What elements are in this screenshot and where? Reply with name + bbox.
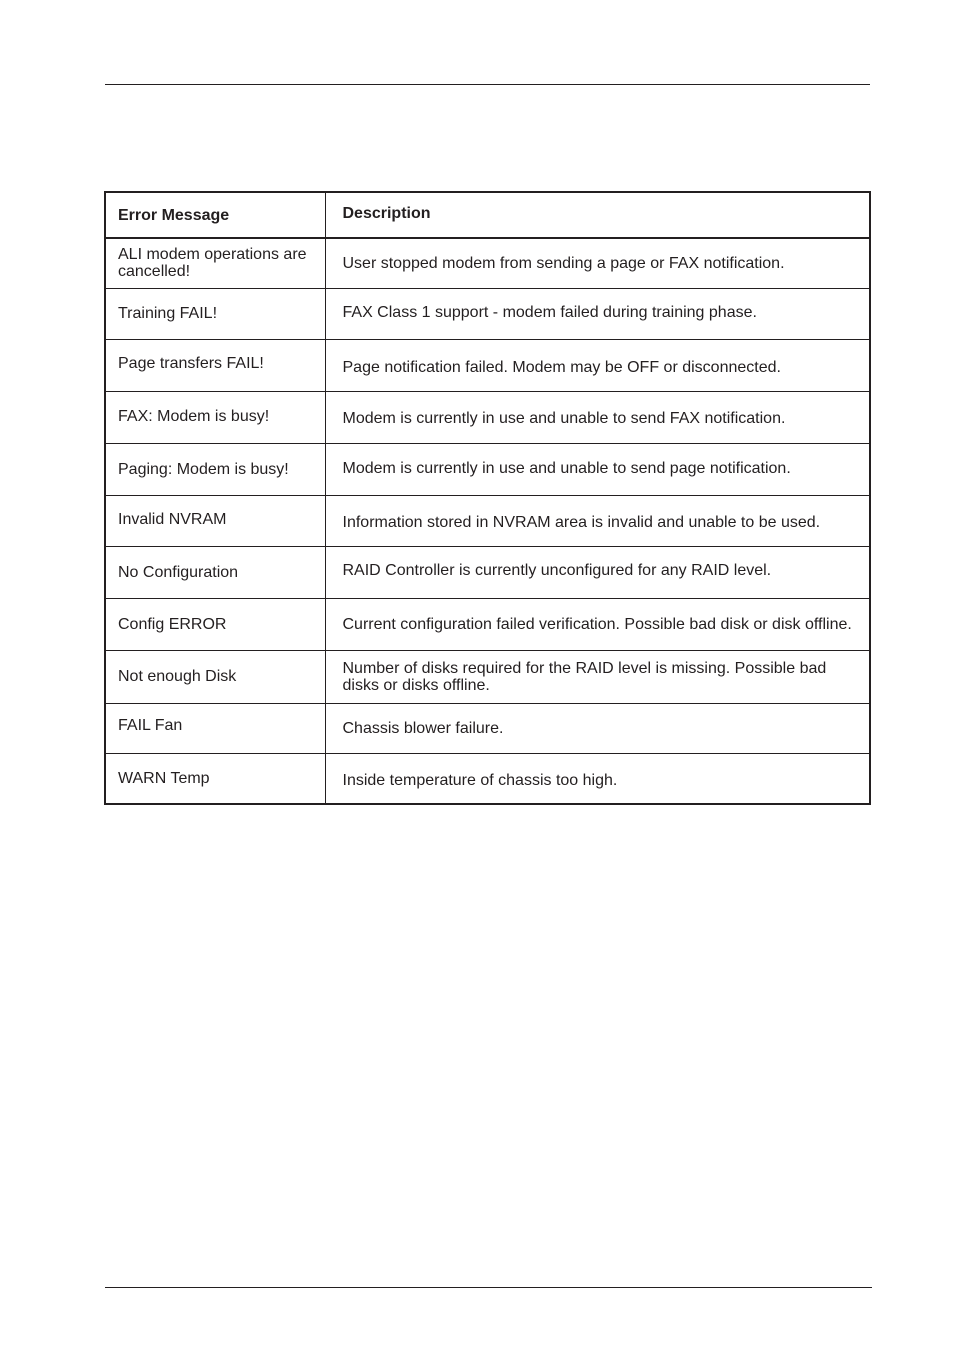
description-cell: Current configuration failed verification. Possible bad disk or disk offline. (325, 598, 870, 650)
description-cell: Chassis blower failure. (325, 703, 870, 753)
header-rule (105, 84, 870, 85)
column-header-description: Description (325, 192, 870, 238)
error-message-table (104, 191, 871, 805)
error-message-cell: Paging: Modem is busy! (105, 443, 325, 495)
error-message-cell: WARN Temp (105, 753, 325, 804)
error-message-cell: No Configuration (105, 546, 325, 598)
table-row (105, 391, 870, 443)
error-message-cell: ALI modem operations are cancelled! (105, 238, 325, 288)
table-row (105, 546, 870, 598)
table-row (105, 598, 870, 650)
table-header-row (105, 192, 870, 238)
error-message-cell: Training FAIL! (105, 288, 325, 339)
table-row (105, 238, 870, 288)
table-row (105, 288, 870, 339)
table-row (105, 650, 870, 703)
table-row (105, 703, 870, 753)
description-cell: Page notification failed. Modem may be OFF or disconnected. (325, 339, 870, 391)
error-message-cell: FAX: Modem is busy! (105, 391, 325, 443)
table-row (105, 443, 870, 495)
description-cell: FAX Class 1 support - modem failed during training phase. (325, 288, 870, 339)
error-message-cell: Page transfers FAIL! (105, 339, 325, 391)
description-cell: Modem is currently in use and unable to send FAX notification. (325, 391, 870, 443)
table-row (105, 753, 870, 804)
description-cell: Modem is currently in use and unable to send page notification. (325, 443, 870, 495)
error-message-cell: Invalid NVRAM (105, 495, 325, 546)
table-row (105, 339, 870, 391)
description-cell: User stopped modem from sending a page or FAX notification. (325, 238, 870, 288)
description-cell: RAID Controller is currently unconfigured for any RAID level. (325, 546, 870, 598)
error-message-cell: Config ERROR (105, 598, 325, 650)
footer-rule (105, 1287, 872, 1288)
description-cell: Number of disks required for the RAID level is missing. Possible bad disks or disks offline. (325, 650, 870, 703)
error-message-cell: FAIL Fan (105, 703, 325, 753)
description-cell: Inside temperature of chassis too high. (325, 753, 870, 804)
description-cell: Information stored in NVRAM area is invalid and unable to be used. (325, 495, 870, 546)
table-row (105, 495, 870, 546)
error-message-cell: Not enough Disk (105, 650, 325, 703)
column-header-error-message: Error Message (105, 192, 325, 238)
